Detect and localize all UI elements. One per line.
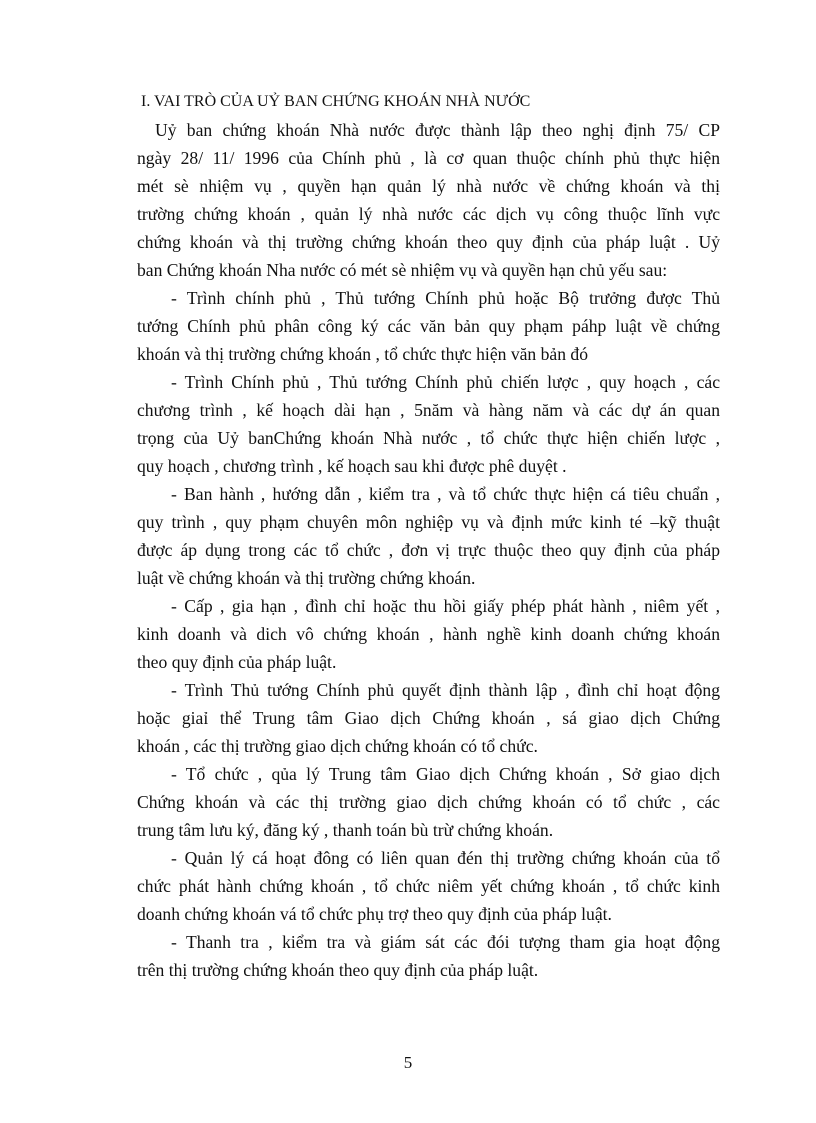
bullet-paragraph <box>137 844 720 928</box>
text-line: trường chứng khoán , quản lý nhà nước các dịch vụ công thuộc lĩnh vực <box>137 204 720 224</box>
text-line: - Ban hành , hướng dẫn , kiểm tra , và tổ chức thực hiện cá tiêu chuẩn , <box>171 484 720 504</box>
intro-paragraph <box>137 116 720 284</box>
text-line: trọng của Uỷ banChứng khoán Nhà nước , tổ chức thực hiện chiến lược , <box>137 428 720 448</box>
document-body <box>137 88 720 984</box>
text-line: - Tổ chức , qủa lý Trung tâm Giao dịch Chứng khoán , Sở giao dịch <box>171 764 720 784</box>
text-line: được áp dụng trong các tổ chức , đơn vị trực thuộc theo quy định của pháp <box>137 540 720 560</box>
text-line: mét sè nhiệm vụ , quyền hạn quản lý nhà nước về chứng khoán và thị <box>137 176 720 196</box>
page-number: 5 <box>403 1053 413 1072</box>
text-line: trung tâm lưu ký, đăng ký , thanh toán bù trừ chứng khoán. <box>137 820 554 840</box>
text-line: quy trình , quy phạm chuyên môn nghiệp vụ và định mức kinh té –kỹ thuật <box>137 512 720 532</box>
text-line: luật về chứng khoán và thị trường chứng khoán. <box>137 568 476 588</box>
text-line: tướng Chính phủ phân công ký các văn bản quy phạm páhp luật về chứng <box>137 316 720 336</box>
bullet-paragraph <box>137 928 720 984</box>
text-line: khoán , các thị trường giao dịch chứng khoán có tổ chức. <box>137 736 538 756</box>
text-line: quy hoạch , chương trình , kế hoạch sau khi được phê duyệt . <box>137 456 567 476</box>
bullet-paragraph <box>137 480 720 592</box>
text-line: hoặc giaỉ thể Trung tâm Giao dịch Chứng khoán , sá giao dịch Chứng <box>137 708 720 728</box>
text-line: - Trình Thủ tướng Chính phủ quyết định thành lập , đình chỉ hoạt động <box>171 680 720 700</box>
text-line: chương trình , kế hoạch dài hạn , 5năm và hàng năm và các dự án quan <box>137 400 720 420</box>
text-line: - Thanh tra , kiểm tra và giám sát các đói tượng tham gia hoạt động <box>171 932 720 952</box>
text-line: ban Chứng khoán Nha nước có mét sè nhiệm vụ và quyền hạn chủ yếu sau: <box>137 260 668 280</box>
paragraphs <box>137 116 720 984</box>
bullet-paragraph <box>137 284 720 368</box>
text-line: - Cấp , gia hạn , đình chỉ hoặc thu hồi giấy phép phát hành , niêm yết , <box>171 596 720 616</box>
text-line: Chứng khoán và các thị trường giao dịch chứng khoán có tổ chức , các <box>137 792 720 812</box>
text-line: kinh doanh và dich vô chứng khoán , hành nghề kinh doanh chứng khoán <box>137 624 720 644</box>
text-line: chức phát hành chứng khoán , tổ chức niêm yết chứng khoán , tổ chức kinh <box>137 876 720 896</box>
section-heading: I. VAI TRÒ CỦA UỶ BAN CHỨNG KHOÁN NHÀ NƯỚC <box>141 93 531 110</box>
text-line: doanh chứng khoán vá tổ chức phụ trợ theo quy định của pháp luật. <box>137 904 612 924</box>
text-line: - Trình chính phủ , Thủ tướng Chính phủ hoặc Bộ trưởng được Thủ <box>171 288 720 308</box>
text-line: theo quy định của pháp luật. <box>137 652 337 672</box>
text-line: chứng khoán và thị trường chứng khoán theo quy định của pháp luật . Uỷ <box>137 232 720 252</box>
text-line: ngày 28/ 11/ 1996 của Chính phủ , là cơ quan thuộc chính phủ thực hiện <box>137 148 720 168</box>
bullet-paragraph <box>137 676 720 760</box>
text-line: khoán và thị trường chứng khoán , tổ chức thực hiện văn bản đó <box>137 344 589 364</box>
bullet-paragraph <box>137 368 720 480</box>
text-line: trên thị trường chứng khoán theo quy định của pháp luật. <box>137 960 539 980</box>
text-line: Uỷ ban chứng khoán Nhà nước được thành lập theo nghị định 75/ CP <box>155 120 720 140</box>
text-line: - Quản lý cá hoạt đông có liên quan đén thị trường chứng khoán của tổ <box>171 848 720 868</box>
bullet-paragraph <box>137 592 720 676</box>
text-line: - Trình Chính phủ , Thủ tướng Chính phủ chiến lược , quy hoạch , các <box>171 372 720 392</box>
bullet-paragraph <box>137 760 720 844</box>
